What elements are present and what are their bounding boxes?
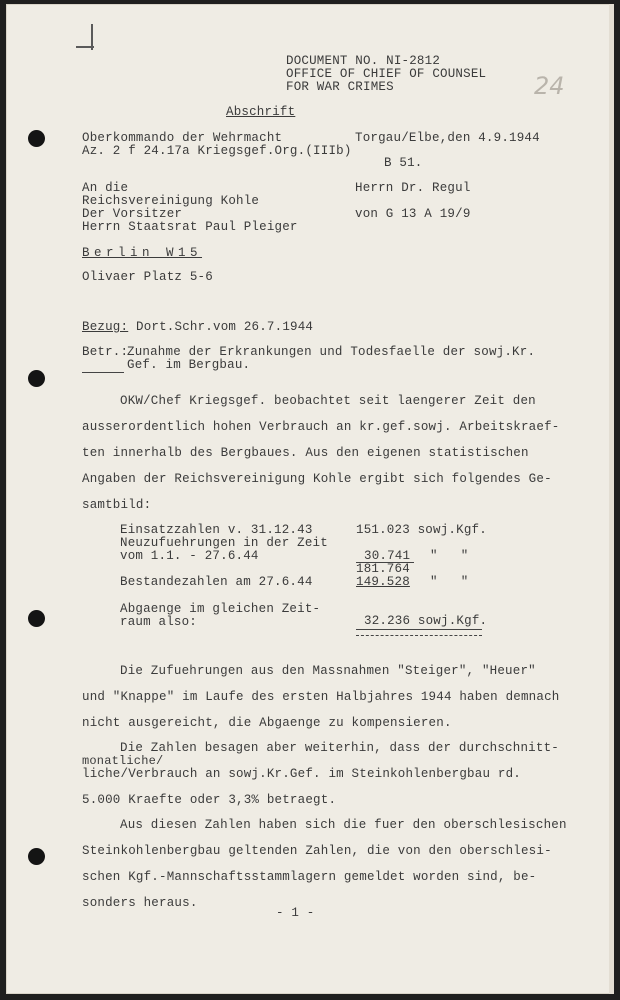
table-subtotal: 181.764 bbox=[356, 562, 410, 576]
reference-b51: B 51. bbox=[384, 156, 423, 170]
punch-hole bbox=[28, 370, 45, 387]
total-rule bbox=[356, 629, 482, 630]
para3-line-3: 5.000 Kraefte oder 3,3% betraegt. bbox=[82, 793, 337, 807]
attention-line-1: Herrn Dr. Regul bbox=[355, 181, 471, 195]
para2-line-1: Die Zufuehrungen aus den Massnahmen "Steiger", "Heuer" bbox=[120, 664, 536, 678]
betr-label: Betr.: bbox=[82, 345, 129, 359]
sender-line-2: Az. 2 f 24.17a Kriegsgef.Org.(IIIb) bbox=[82, 144, 352, 158]
punch-hole bbox=[28, 610, 45, 627]
total-double-rule bbox=[356, 635, 482, 636]
bezug-label: Bezug: bbox=[82, 320, 129, 334]
para1-line-2: ausserordentlich hohen Verbrauch an kr.gef.sowj. Arbeitskraef- bbox=[82, 420, 560, 434]
sender-line-1: Oberkommando der Wehrmacht bbox=[82, 131, 283, 145]
para4-line-3: schen Kgf.-Mannschaftsstammlagern gemeldet worden sind, be- bbox=[82, 870, 537, 884]
para1-line-1: OKW/Chef Kriegsgef. beobachtet seit laengerer Zeit den bbox=[120, 394, 536, 408]
table-row2-value: 30.741 bbox=[364, 549, 411, 563]
para4-line-2: Steinkohlenbergbau geltenden Zahlen, die von den oberschlesi- bbox=[82, 844, 552, 858]
pencil-page-number: 24 bbox=[534, 72, 565, 100]
betr-line-2: Gef. im Bergbau. bbox=[127, 358, 251, 372]
page-number: - 1 - bbox=[276, 906, 315, 920]
abschrift-heading: Abschrift bbox=[226, 105, 296, 119]
table-row2-label-2: vom 1.1. - 27.6.44 bbox=[120, 549, 259, 563]
table-row1-label: Einsatzzahlen v. 31.12.43 bbox=[120, 523, 313, 537]
table-row3-value: 149.528 bbox=[356, 575, 410, 589]
recipient-city: Berlin W15 bbox=[82, 246, 203, 260]
place-date: Torgau/Elbe,den 4.9.1944 bbox=[355, 131, 540, 145]
table-row4-value: 32.236 sowj.Kgf. bbox=[364, 614, 488, 628]
para1-line-4: Angaben der Reichsvereinigung Kohle ergibt sich folgendes Ge- bbox=[82, 472, 552, 486]
table-row4-label-1: Abgaenge im gleichen Zeit- bbox=[120, 602, 321, 616]
table-row3-label: Bestandezahlen am 27.6.44 bbox=[120, 575, 313, 589]
recipient-line-1: An die bbox=[82, 181, 129, 195]
document-page bbox=[6, 4, 614, 994]
attention-line-2: von G 13 A 19/9 bbox=[355, 207, 471, 221]
table-row1-value: 151.023 sowj.Kgf. bbox=[356, 523, 487, 537]
punch-hole bbox=[28, 130, 45, 147]
para4-line-4: sonders heraus. bbox=[82, 896, 198, 910]
recipient-line-3: Der Vorsitzer bbox=[82, 207, 183, 221]
para1-line-5: samtbild: bbox=[82, 498, 152, 512]
recipient-street: Olivaer Platz 5-6 bbox=[82, 270, 213, 284]
recipient-line-2: Reichsvereinigung Kohle bbox=[82, 194, 260, 208]
para3-line-2: liche/Verbrauch an sowj.Kr.Gef. im Steinkohlenbergbau rd. bbox=[82, 767, 521, 781]
betr-underline bbox=[82, 372, 124, 373]
office-line: OFFICE OF CHIEF OF COUNSEL bbox=[286, 67, 487, 81]
para2-line-2: und "Knappe" im Laufe des ersten Halbjahres 1944 haben demnach bbox=[82, 690, 560, 704]
betr-line-1: Zunahme der Erkrankungen und Todesfaelle der sowj.Kr. bbox=[127, 345, 536, 359]
para2-line-3: nicht ausgereicht, die Abgaenge zu kompensieren. bbox=[82, 716, 452, 730]
document-number: DOCUMENT NO. NI-2812 bbox=[286, 54, 441, 68]
punch-hole bbox=[28, 848, 45, 865]
recipient-line-4: Herrn Staatsrat Paul Pleiger bbox=[82, 220, 298, 234]
para4-line-1: Aus diesen Zahlen haben sich die fuer den oberschlesischen bbox=[120, 818, 567, 832]
war-crimes-line: FOR WAR CRIMES bbox=[286, 80, 394, 94]
bezug-text: Dort.Schr.vom 26.7.1944 bbox=[136, 320, 314, 334]
pen-mark bbox=[76, 46, 94, 48]
para3-insertion: monatliche/ bbox=[82, 754, 164, 768]
table-ditto-2: " " bbox=[430, 575, 469, 589]
para1-line-3: ten innerhalb des Bergbaues. Aus den eigenen statistischen bbox=[82, 446, 529, 460]
para3-line-1: Die Zahlen besagen aber weiterhin, dass der durchschnitt- bbox=[120, 741, 559, 755]
table-ditto-1: " " bbox=[430, 549, 469, 563]
page-edge bbox=[609, 4, 614, 994]
table-row2-label-1: Neuzufuehrungen in der Zeit bbox=[120, 536, 328, 550]
table-row4-label-2: raum also: bbox=[120, 615, 198, 629]
